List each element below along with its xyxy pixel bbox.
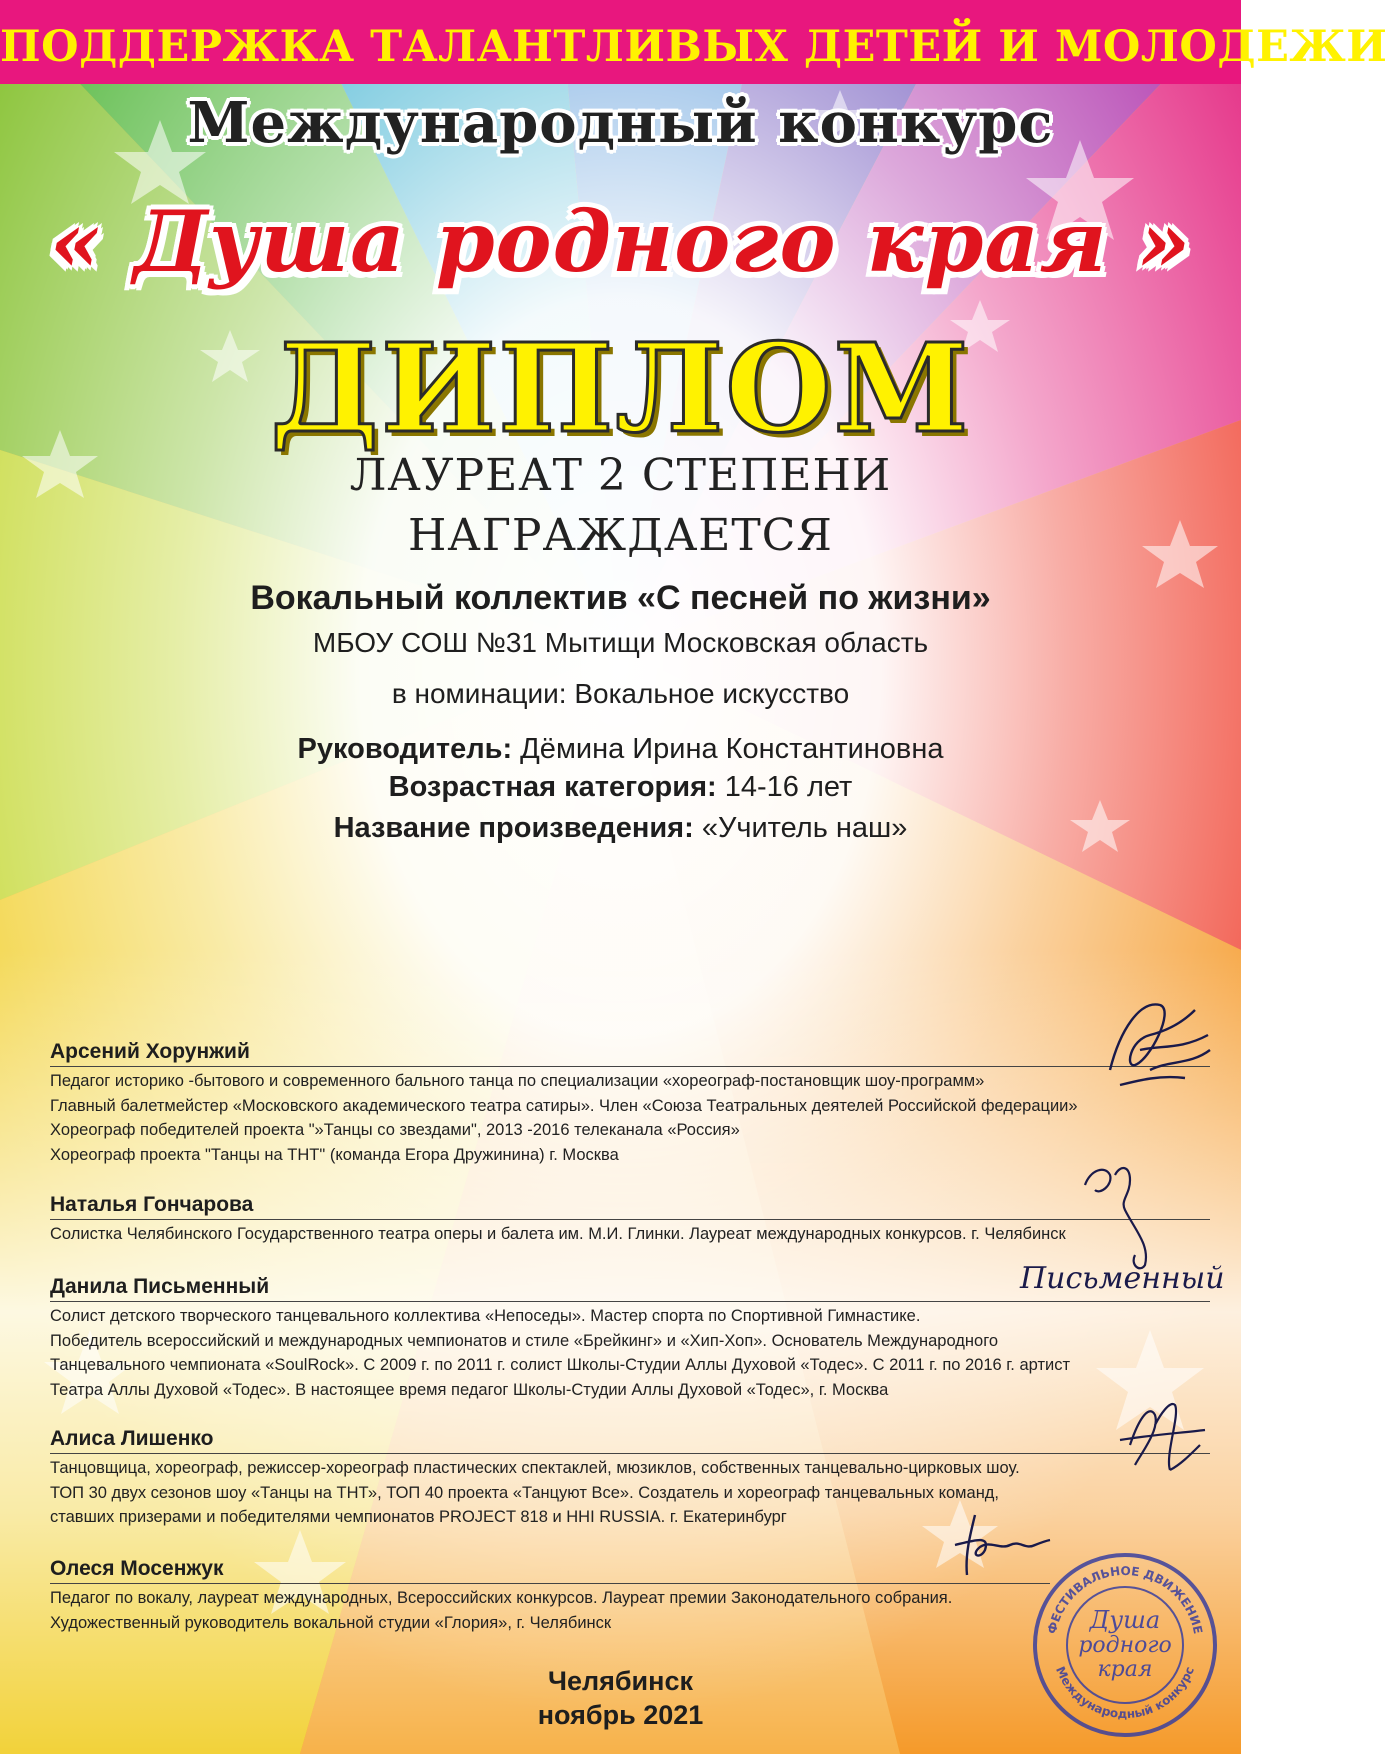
jury-name: Наталья Гончарова <box>50 1193 254 1216</box>
leader-value: Дёмина Ирина Константиновна <box>520 733 944 765</box>
divider <box>50 1583 1050 1584</box>
awarded-label: НАГРАЖДАЕТСЯ <box>408 510 833 561</box>
jury-description-line: Педагог по вокалу, лауреат международных, Всероссийских конкурсов. Лауреат премии Законодательного собрания. <box>50 1589 953 1607</box>
diploma-title: ДИПЛОМ <box>270 316 971 460</box>
contest-name: « Душа родного края » <box>49 192 1192 291</box>
recipient-name: Вокальный коллектив «С песней по жизни» <box>250 579 991 617</box>
jury-name: Данила Письменный <box>50 1275 270 1298</box>
age-row <box>0 771 1241 804</box>
jury-description-line: Педагог историко -бытового и современного бального танца по специализации «хореограф-постановщик шоу-программ» <box>50 1072 985 1090</box>
divider <box>50 1453 1210 1454</box>
signature-khorunzhiy <box>1090 990 1220 1095</box>
jury-name: Алиса Лишенко <box>50 1427 214 1450</box>
svg-text:Письменный: Письменный <box>1020 1261 1225 1296</box>
jury-name: Арсений Хорунжий <box>50 1040 250 1063</box>
jury-member <box>50 1040 1210 1167</box>
nomination: в номинации: Вокальное искусство <box>391 678 850 709</box>
jury-description-line: Победитель всероссийский и международных чемпионатов и стиле «Брейкинг» и «Хип-Хоп». Основатель Международного <box>50 1331 999 1350</box>
contest-type: Международный конкурс <box>187 90 1054 156</box>
banner-title: ПОДДЕРЖКА ТАЛАНТЛИВЫХ ДЕТЕЙ И МОЛОДЕЖИ <box>0 22 1387 72</box>
leader-row <box>0 733 1241 766</box>
jury-description-line: Хореограф проекта "Танцы на ТНТ" (команда Егора Дружинина) г. Москва <box>50 1145 619 1164</box>
jury-description-line: Главный балетмейстер «Московского академического театра сатиры». Член «Союза Театральных деятелей Российской федерации» <box>50 1096 1078 1115</box>
jury-description-line: ТОП 30 двух сезонов шоу «Танцы на ТНТ», ТОП 40 проекта «Танцуют Все». Создатель и хореограф танцевальных команд, <box>50 1483 1000 1502</box>
signature-lishenko <box>1110 1385 1210 1485</box>
divider <box>50 1301 1210 1302</box>
leader-label: Руководитель: <box>297 733 513 765</box>
footer-date: ноябрь 2021 <box>537 1700 704 1730</box>
jury-description <box>50 1222 1210 1247</box>
signature-pismenny <box>1015 1250 1225 1300</box>
svg-text:края: края <box>1097 1657 1153 1682</box>
jury-description-line: Солистка Челябинского Государственного театра оперы и балета им. М.И. Глинки. Лауреат международных конкурсов. г. Челябинск <box>50 1225 1066 1243</box>
jury-description-line: Художественный руководитель вокальной студии «Глория», г. Челябинск <box>50 1613 612 1632</box>
age-value: 14-16 лет <box>724 771 853 803</box>
footer-city: Челябинск <box>547 1666 693 1696</box>
age-label: Возрастная категория: <box>388 771 717 803</box>
jury-description-line: Солист детского творческого танцевального коллектива «Непоседы». Мастер спорта по Спортивной Гимнастике. <box>50 1307 921 1325</box>
recipient-organization: МБОУ СОШ №31 Мытищи Московская область <box>312 627 929 658</box>
jury-description-line: Хореограф победителей проекта "»Танцы со звездами", 2013 -2016 телеканала «Россия» <box>50 1121 740 1139</box>
jury-name: Олеся Мосенжук <box>50 1557 224 1580</box>
laureate-degree: ЛАУРЕАТ 2 СТЕПЕНИ <box>349 450 892 501</box>
jury-description <box>50 1069 1210 1167</box>
jury-member <box>50 1193 1210 1247</box>
jury-description-line: Танцевального чемпионата «SoulRock». С 2009 г. по 2011 г. солист Школы-Студии Аллы Духовой «Тодес». С 2011 г. по 2016 г. артист <box>50 1356 1071 1374</box>
divider <box>50 1219 1210 1220</box>
svg-text:родного: родного <box>1078 1633 1172 1658</box>
work-row <box>0 812 1241 845</box>
divider <box>50 1066 1210 1067</box>
work-label: Название произведения: <box>333 812 694 844</box>
work-value: «Учитель наш» <box>701 812 908 844</box>
svg-text:ФЕСТИВАЛЬНОЕ ДВИЖЕНИЕ: ФЕСТИВАЛЬНОЕ ДВИЖЕНИЕ <box>1044 1563 1206 1636</box>
jury-description <box>50 1304 1210 1402</box>
jury-description-line: Танцовщица, хореограф, режиссер-хореограф пластических спектаклей, мюзиклов, собственных танцевально-цирковых шоу. <box>50 1459 1020 1477</box>
jury-description-line: ставших призерами и победителями чемпионатов PROJECT 818 и HHI RUSSIA. г. Екатеринбург <box>50 1508 787 1526</box>
jury-description-line: Театра Аллы Духовой «Тодес». В настоящее время педагог Школы-Студии Аллы Духовой «Тодес», г. Москва <box>50 1380 889 1399</box>
svg-text:Душа: Душа <box>1089 1606 1161 1634</box>
svg-text:Международный конкурс: Международный конкурс <box>1052 1664 1197 1722</box>
